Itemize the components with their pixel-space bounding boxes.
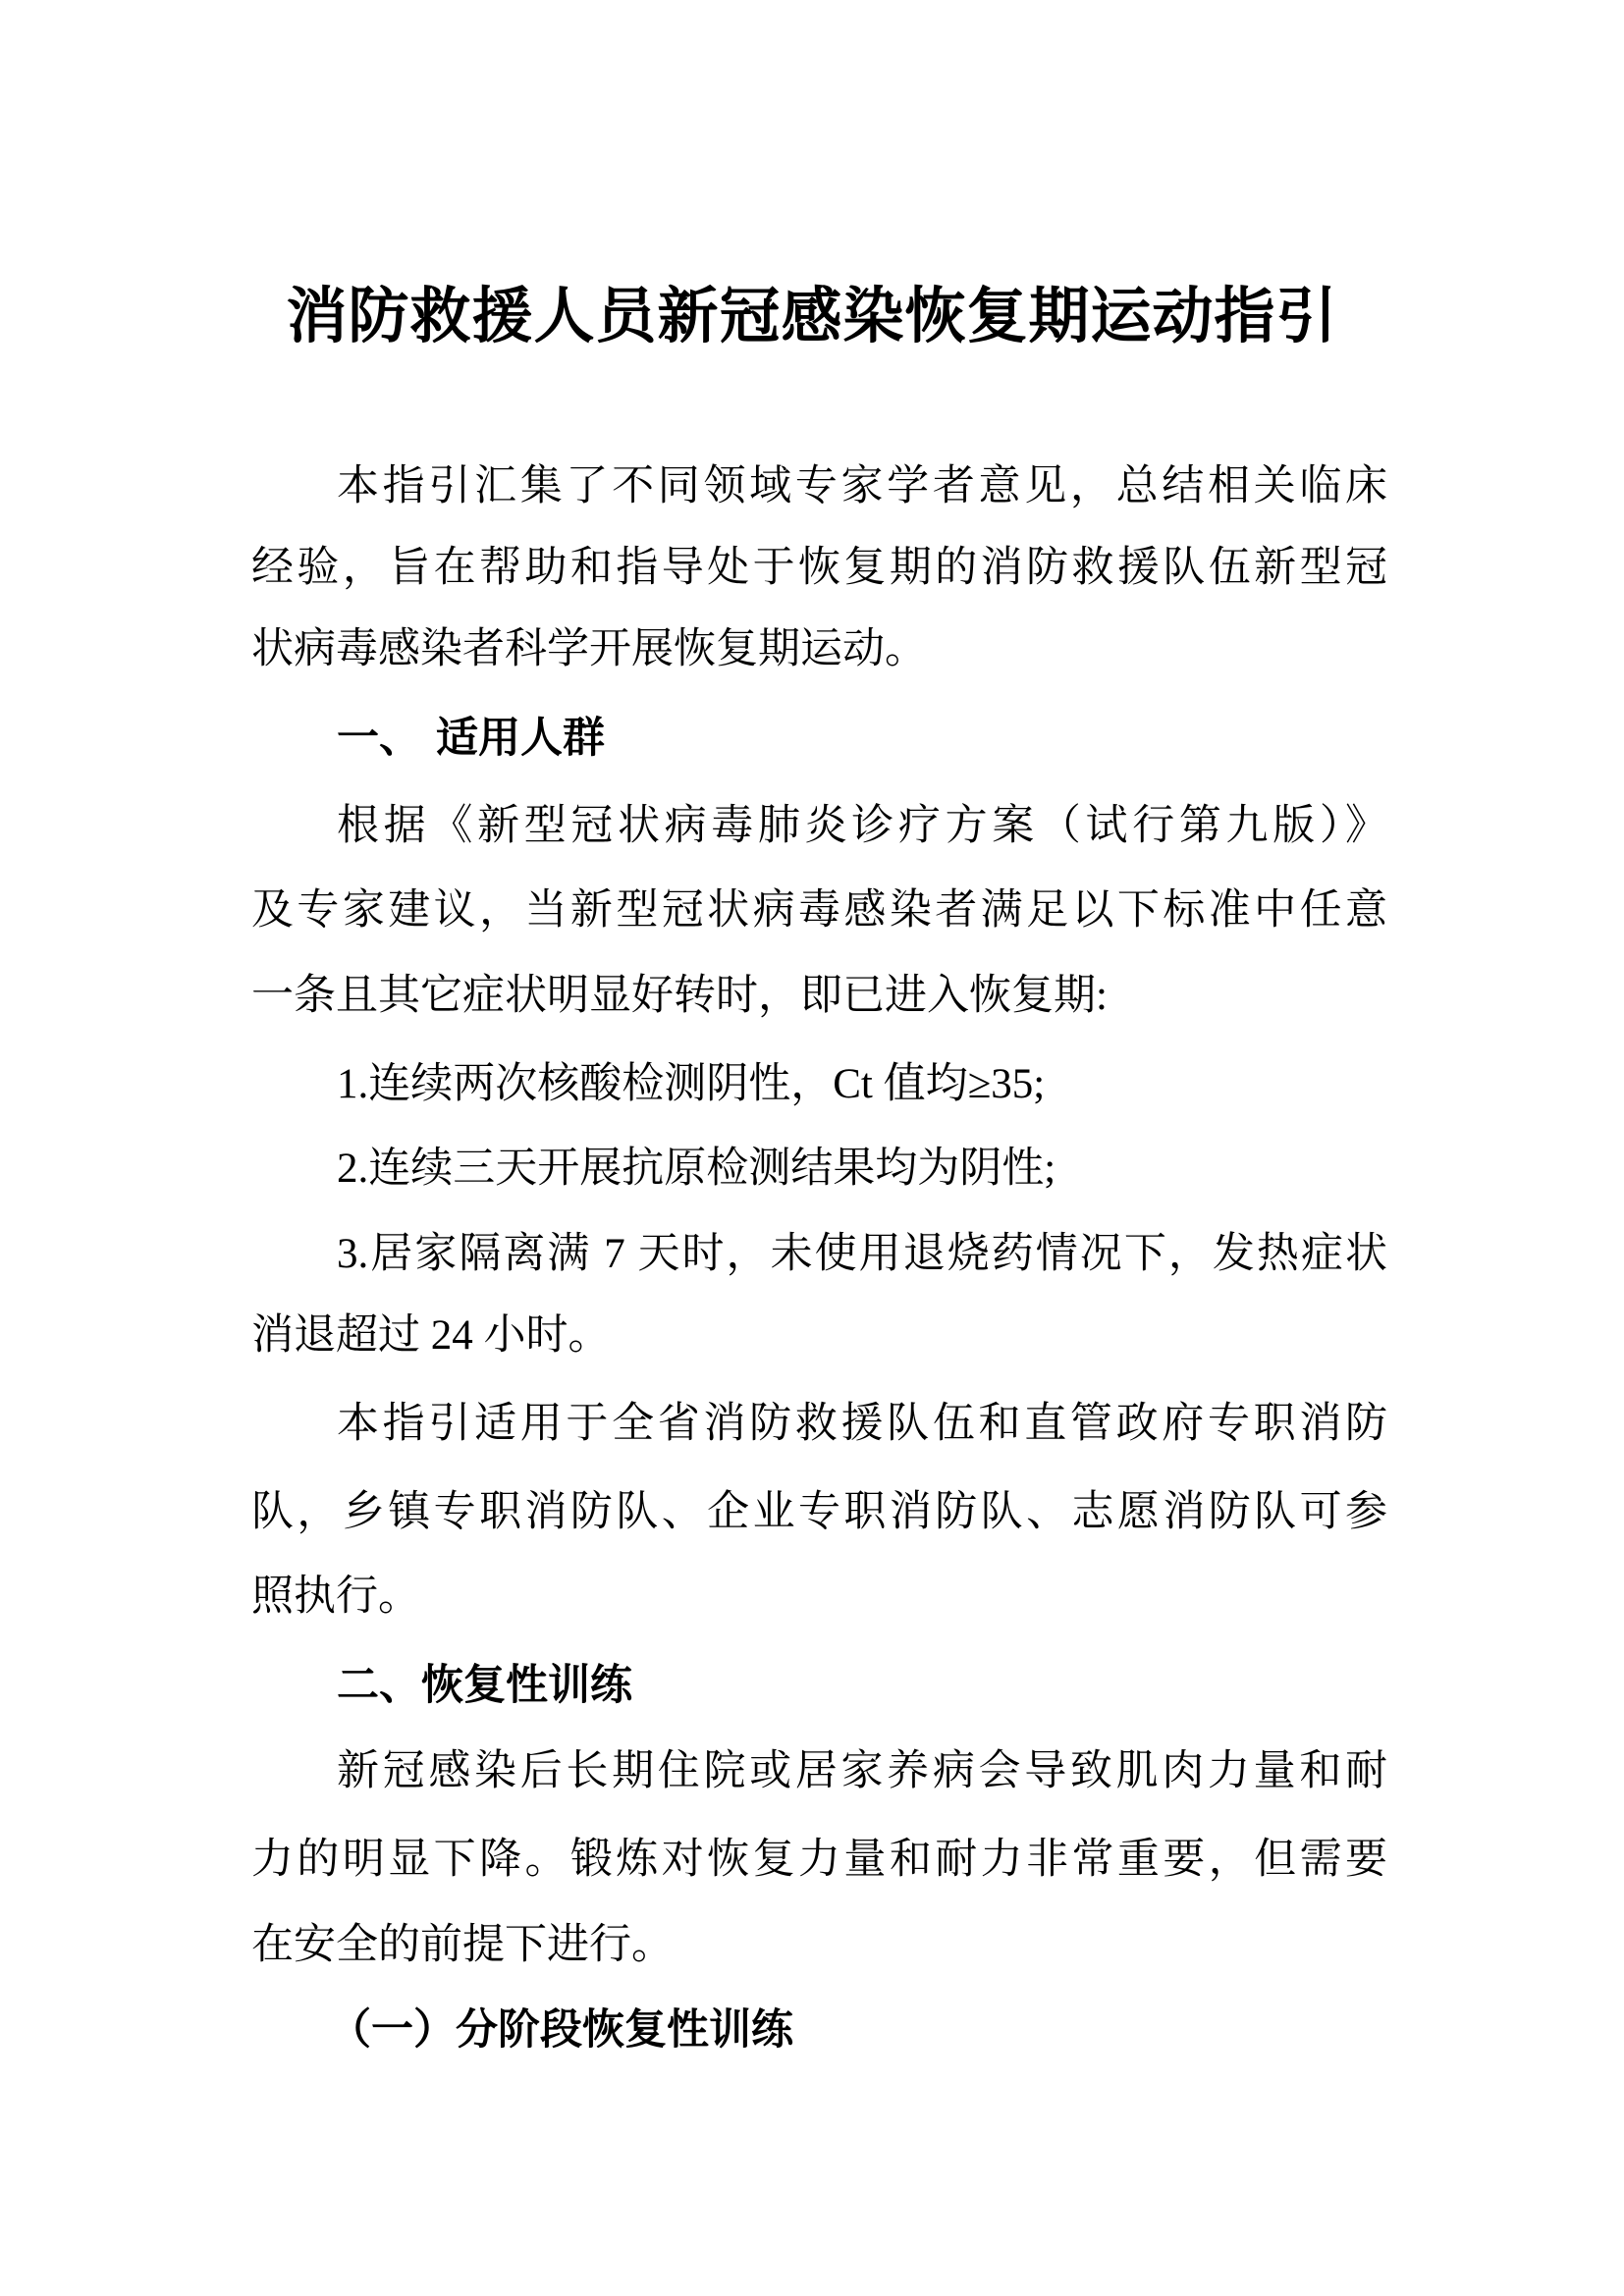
training-intro-line: 力的明显下降。锻炼对恢复力量和耐力非常重要，但需要	[251, 1837, 1387, 1883]
criteria-intro-line: 及专家建议，当新型冠状病毒感染者满足以下标准中任意	[251, 887, 1387, 934]
training-intro-line: 在安全的前提下进行。	[251, 1922, 674, 1968]
scope-line: 本指引适用于全省消防救援队伍和直管政府专职消防	[337, 1401, 1387, 1447]
criteria-item: 消退超过 24 小时。	[251, 1312, 611, 1359]
intro-line: 状病毒感染者科学开展恢复期运动。	[251, 626, 927, 672]
document-title: 消防救援人员新冠感染恢复期运动指引	[286, 284, 1338, 350]
scope-line: 队，乡镇专职消防队、企业专职消防队、志愿消防队可参	[251, 1489, 1387, 1535]
section-heading-recovery-training: 二、恢复性训练	[337, 1661, 632, 1710]
section-heading-applicable-people: 一、 适用人群	[337, 714, 605, 763]
subsection-heading-staged-training: （一）分阶段恢复性训练	[329, 2005, 793, 2055]
intro-line: 经验，旨在帮助和指导处于恢复期的消防救援队伍新型冠	[251, 545, 1387, 591]
criteria-item: 2.连续三天开展抗原检测结果均为阴性;	[337, 1146, 1056, 1192]
criteria-intro-line: 一条且其它症状明显好转时，即已进入恢复期:	[251, 973, 1108, 1019]
criteria-intro-line: 根据《新型冠状病毒肺炎诊疗方案（试行第九版）》	[337, 803, 1387, 849]
intro-line: 本指引汇集了不同领域专家学者意见，总结相关临床	[337, 463, 1387, 509]
training-intro-line: 新冠感染后长期住院或居家养病会导致肌肉力量和耐	[337, 1748, 1387, 1794]
criteria-item: 3.居家隔离满 7 天时，未使用退烧药情况下，发热症状	[337, 1231, 1387, 1277]
criteria-item: 1.连续两次核酸检测阴性，Ct 值均≥35;	[337, 1061, 1046, 1107]
scope-line: 照执行。	[251, 1574, 420, 1620]
